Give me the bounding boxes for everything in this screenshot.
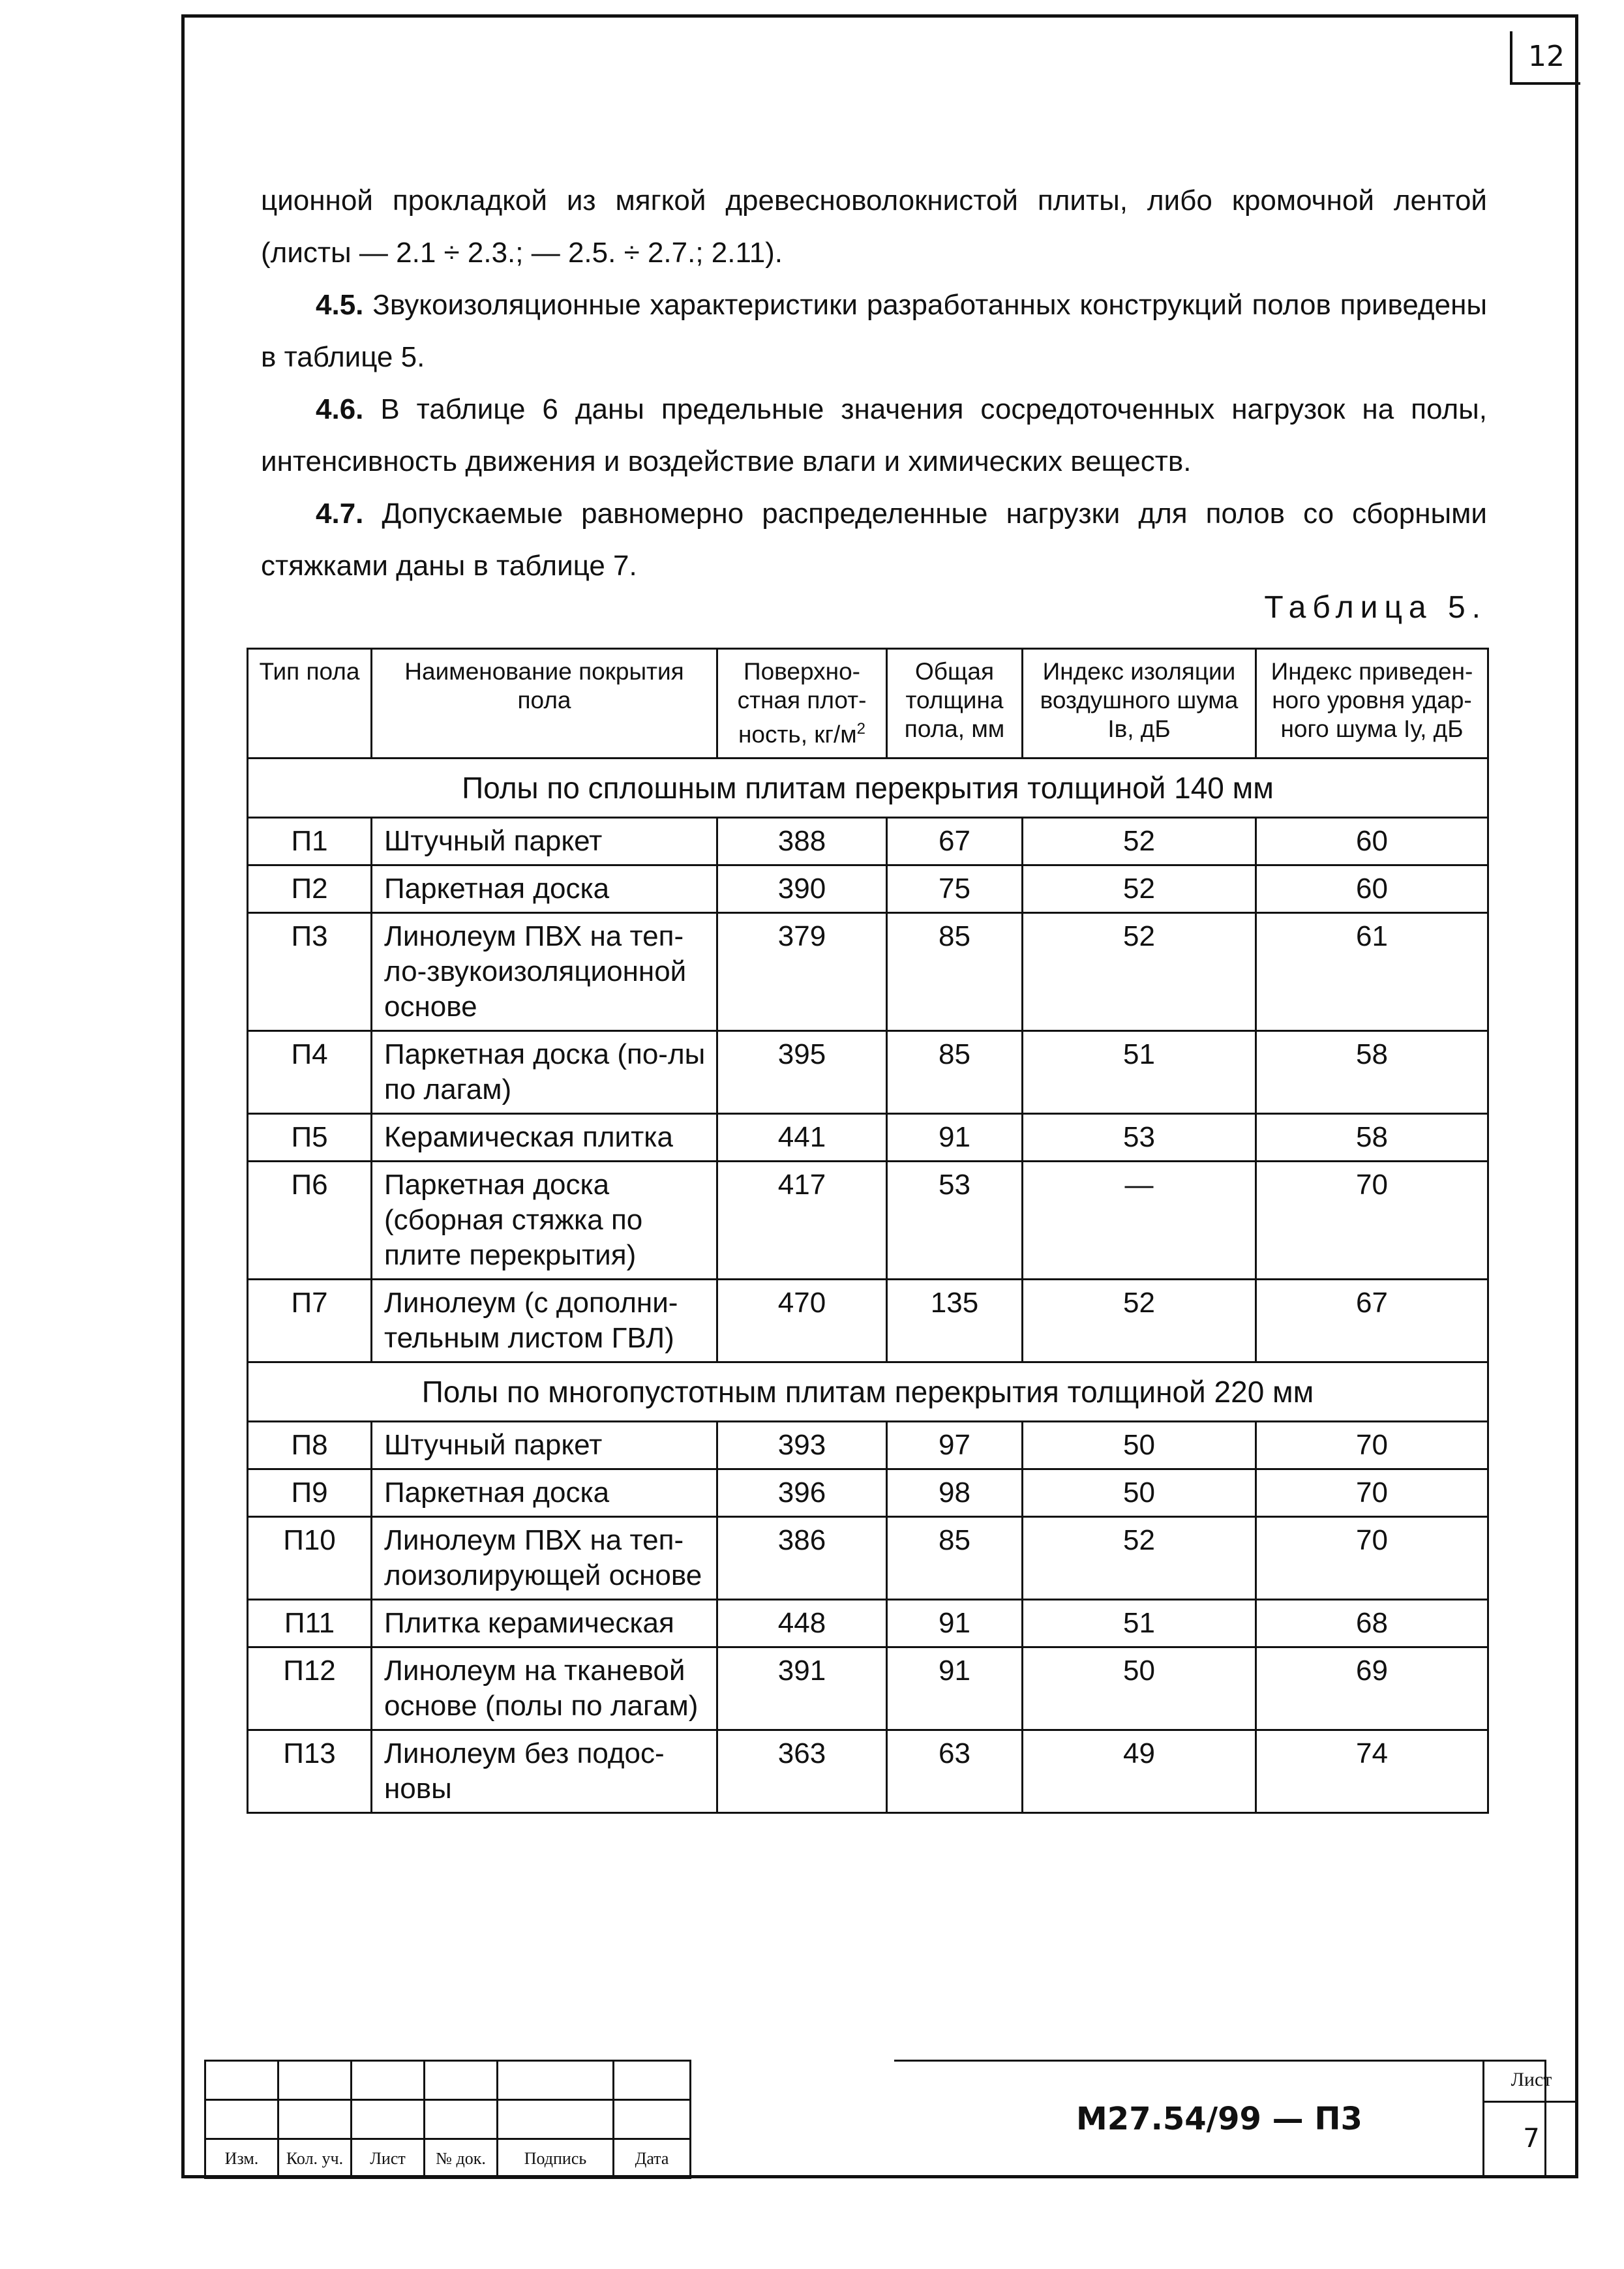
cell-impact: 70 [1256,1162,1488,1280]
table-row [248,913,1488,1031]
paragraph-continuation [261,175,1487,279]
table-row [248,1031,1488,1114]
cell-type: П2 [248,865,372,913]
section-title-1: Полы по сплошным плитам перекрытия толщиной 140 мм [248,759,1488,818]
cell-type: П11 [248,1600,372,1647]
header-density [717,649,887,759]
cell-impact: 61 [1256,913,1488,1031]
cell-thickness: 67 [887,818,1023,865]
col-label-date: Дата [614,2139,691,2178]
cell-density: 388 [717,818,887,865]
paragraph-text: Звукоизоляционные характеристики разработанных конструкций полов приведены в таблице 5. [261,289,1488,373]
cell-density: 417 [717,1162,887,1280]
cell-impact: 74 [1256,1730,1488,1813]
grid-cell [498,2100,614,2139]
cell-density: 390 [717,865,887,913]
cell-impact: 68 [1256,1600,1488,1647]
cell-thickness: 91 [887,1114,1023,1162]
grid-cell [205,2061,278,2100]
cell-density: 448 [717,1600,887,1647]
cell-thickness: 91 [887,1600,1023,1647]
paragraph-text: В таблице 6 даны предельные значения сосредоточенных нагрузок на полы, интенсивность движения и воздействие влаги и химических веществ. [261,393,1487,477]
cell-name: Штучный паркет [372,818,717,865]
header-thickness: Общая толщина пола, мм [887,649,1023,759]
header-name: Наименование покрытия пола [372,649,717,759]
col-label-sheet: Лист [352,2139,425,2178]
cell-name: Линолеум ПВХ на теп-ло-звукоизоляционной основе [372,913,717,1031]
table-row [248,865,1488,913]
cell-name: Паркетная доска (сборная стяжка по плите перекрытия) [372,1162,717,1280]
grid-cell [205,2100,278,2139]
table-row [248,1517,1488,1600]
col-label-change: Изм. [205,2139,278,2178]
corner-sheet-number: 12 [1510,31,1580,85]
cell-thickness: 98 [887,1469,1023,1517]
cell-density: 470 [717,1280,887,1362]
cell-density: 379 [717,913,887,1031]
cell-density: 395 [717,1031,887,1114]
section-row [248,1362,1488,1422]
cell-airborne: 52 [1023,818,1256,865]
paragraph-4-7 [261,488,1487,592]
cell-thickness: 75 [887,865,1023,913]
table-row [248,1647,1488,1730]
grid-cell [614,2100,691,2139]
cell-density: 363 [717,1730,887,1813]
col-label-doc: № док. [425,2139,498,2178]
paragraph-number: 4.5. [316,289,364,321]
table-header-row [248,649,1488,759]
cell-airborne: 53 [1023,1114,1256,1162]
cell-name: Керамическая плитка [372,1114,717,1162]
cell-density: 396 [717,1469,887,1517]
cell-impact: 58 [1256,1114,1488,1162]
paragraph-text: Допускаемые равномерно распределенные нагрузки для полов со сборными стяжками даны в таблице 7. [261,498,1488,582]
cell-type: П1 [248,818,372,865]
table-row [248,1600,1488,1647]
cell-name: Линолеум (с дополни-тельным листом ГВЛ) [372,1280,717,1362]
cell-thickness: 85 [887,1031,1023,1114]
cell-name: Паркетная доска [372,1469,717,1517]
table-row [248,1280,1488,1362]
cell-density: 393 [717,1422,887,1469]
cell-airborne: — [1023,1162,1256,1280]
table-row [248,1730,1488,1813]
header-density-sup: 2 [856,720,866,738]
cell-type: П4 [248,1031,372,1114]
cell-impact: 70 [1256,1422,1488,1469]
paragraph-4-6 [261,383,1487,488]
paragraph-line: (листы — 2.1 ÷ 2.3.; — 2.5. ÷ 2.7.; 2.11). [261,237,783,269]
table-caption: Таблица 5. [1264,590,1487,625]
col-label-signature: Подпись [498,2139,614,2178]
cell-impact: 58 [1256,1031,1488,1114]
header-airborne: Индекс изоляции воздушного шума Iв, дБ [1023,649,1256,759]
document-code: М27.54/99 — П3 [894,2060,1546,2177]
cell-impact: 67 [1256,1280,1488,1362]
cell-density: 386 [717,1517,887,1600]
cell-impact: 70 [1256,1469,1488,1517]
header-type: Тип пола [248,649,372,759]
cell-airborne: 49 [1023,1730,1256,1813]
col-label-count: Кол. уч. [278,2139,352,2178]
grid-cell [278,2100,352,2139]
sheet-label: Лист [1484,2060,1578,2103]
cell-thickness: 135 [887,1280,1023,1362]
cell-airborne: 50 [1023,1422,1256,1469]
cell-name: Линолеум на тканевой основе (полы по лагам) [372,1647,717,1730]
table-row [248,818,1488,865]
cell-thickness: 53 [887,1162,1023,1280]
table-body [248,759,1488,1813]
grid-cell [352,2100,425,2139]
paragraph-4-5 [261,279,1487,383]
cell-thickness: 85 [887,913,1023,1031]
cell-density: 391 [717,1647,887,1730]
header-impact: Индекс приведен-ного уровня удар-ного шума Iу, дБ [1256,649,1488,759]
table-row [248,1469,1488,1517]
cell-type: П13 [248,1730,372,1813]
cell-type: П10 [248,1517,372,1600]
section-row [248,759,1488,818]
cell-type: П3 [248,913,372,1031]
table-row [248,1114,1488,1162]
cell-thickness: 85 [887,1517,1023,1600]
grid-cell [352,2061,425,2100]
cell-airborne: 52 [1023,865,1256,913]
cell-name: Паркетная доска (по-лы по лагам) [372,1031,717,1114]
cell-type: П9 [248,1469,372,1517]
title-block [204,2060,1578,2177]
cell-thickness: 91 [887,1647,1023,1730]
grid-cell [614,2061,691,2100]
cell-impact: 60 [1256,865,1488,913]
paragraph-number: 4.7. [316,498,364,530]
cell-airborne: 51 [1023,1031,1256,1114]
cell-thickness: 97 [887,1422,1023,1469]
revision-grid [204,2060,691,2179]
cell-impact: 60 [1256,818,1488,865]
cell-name: Плитка керамическая [372,1600,717,1647]
cell-type: П6 [248,1162,372,1280]
cell-impact: 69 [1256,1647,1488,1730]
cell-airborne: 50 [1023,1469,1256,1517]
grid-cell [425,2100,498,2139]
sound-insulation-table [247,648,1489,1814]
cell-airborne: 52 [1023,1280,1256,1362]
grid-cell [278,2061,352,2100]
table-row [248,1422,1488,1469]
cell-name: Паркетная доска [372,865,717,913]
cell-type: П12 [248,1647,372,1730]
section-title-2: Полы по многопустотным плитам перекрытия толщиной 220 мм [248,1362,1488,1422]
cell-type: П8 [248,1422,372,1469]
cell-airborne: 50 [1023,1647,1256,1730]
cell-impact: 70 [1256,1517,1488,1600]
table-row [248,1162,1488,1280]
paragraph-number: 4.6. [316,393,364,425]
cell-name: Линолеум ПВХ на теп-лоизолирующей основе [372,1517,717,1600]
paragraph-line: ционной прокладкой из мягкой древесноволокнистой плиты, либо кромочной лентой [261,185,1487,217]
header-density-text: Поверхно-стная плот-ность, кг/м [737,658,867,748]
cell-name: Линолеум без подос-новы [372,1730,717,1813]
cell-thickness: 63 [887,1730,1023,1813]
cell-type: П7 [248,1280,372,1362]
grid-cell [498,2061,614,2100]
cell-name: Штучный паркет [372,1422,717,1469]
cell-airborne: 52 [1023,913,1256,1031]
cell-type: П5 [248,1114,372,1162]
cell-density: 441 [717,1114,887,1162]
cell-airborne: 52 [1023,1517,1256,1600]
sheet-box [1482,2060,1578,2177]
cell-airborne: 51 [1023,1600,1256,1647]
sheet-value: 7 [1523,2124,1540,2154]
grid-cell [425,2061,498,2100]
